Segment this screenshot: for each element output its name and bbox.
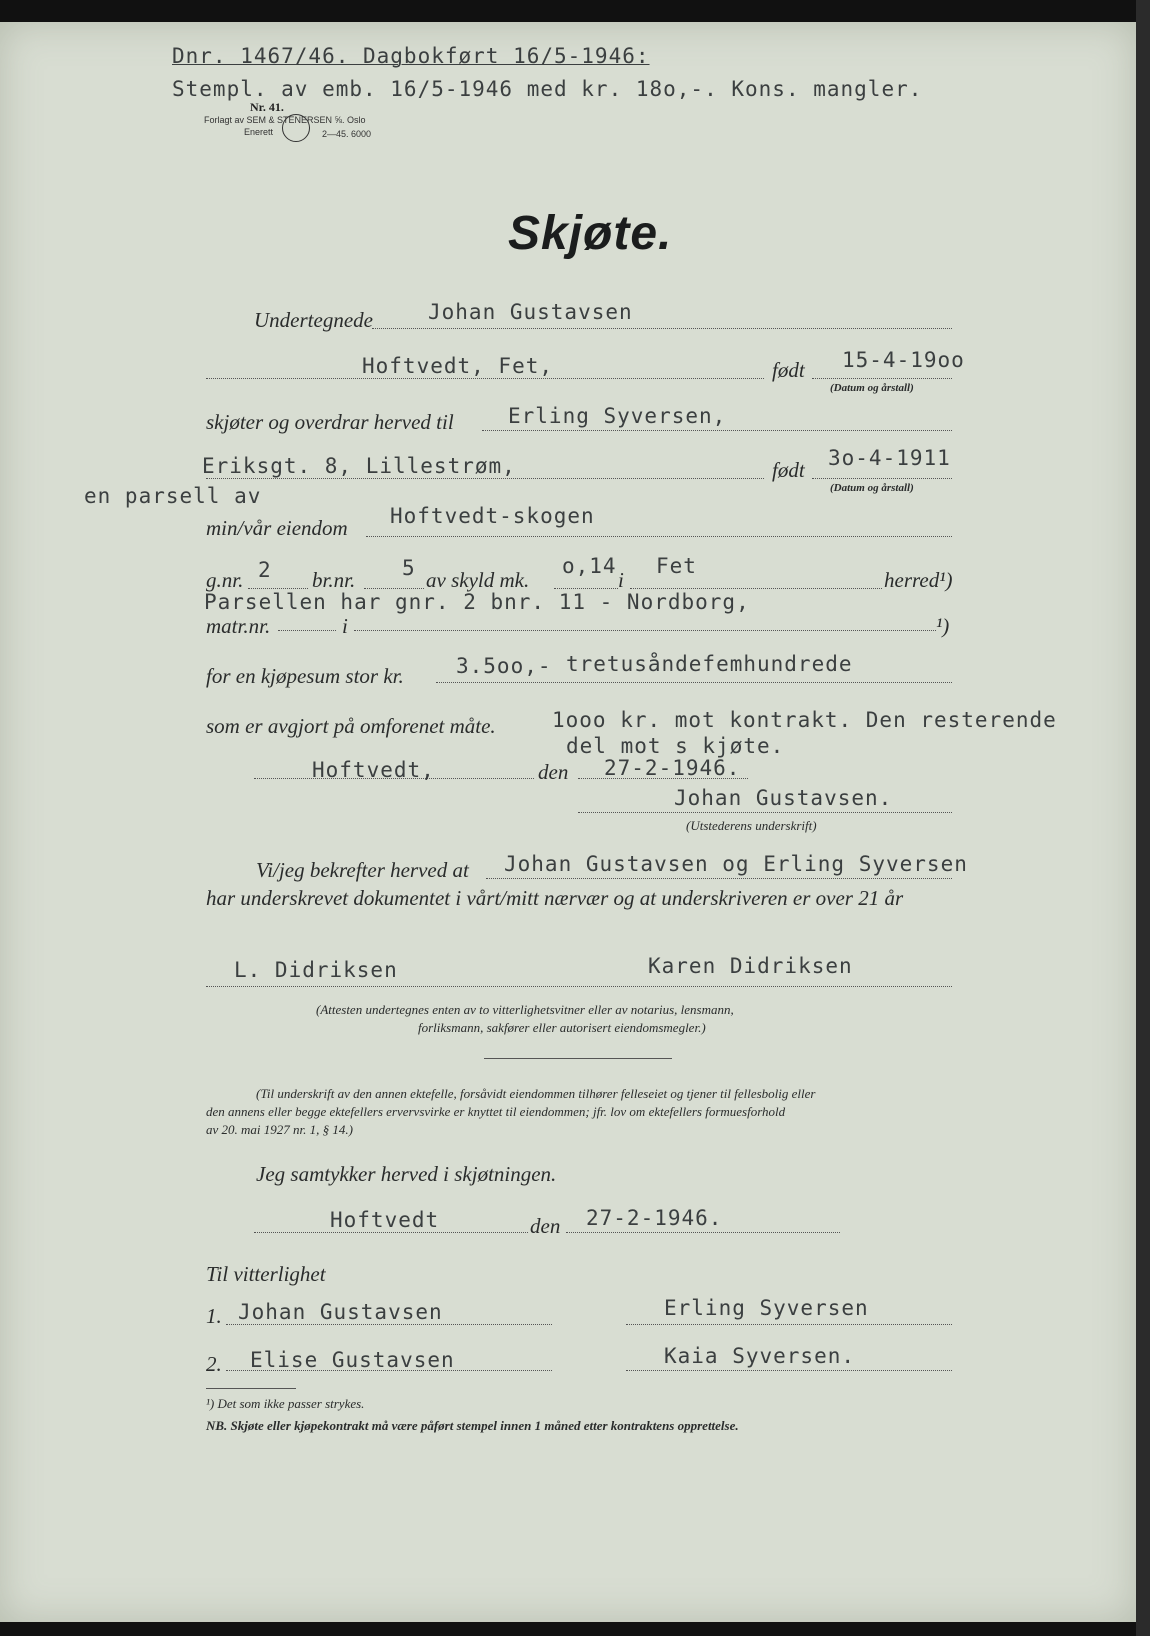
matr-label: matr.nr. [206, 614, 271, 638]
matr-i-line [354, 630, 936, 631]
witness-sig-1: Erling Syversen [664, 1296, 869, 1320]
brnr-label: br.nr. [312, 568, 356, 592]
terms-line1: 1ooo kr. mot kontrakt. Den resterende [552, 708, 1057, 732]
matr-line [278, 630, 336, 631]
registry-line: Dnr. 1467/46. Dagbokført 16/5-1946: [172, 44, 650, 68]
seller-signature: Johan Gustavsen. [674, 786, 893, 810]
seller-name: Johan Gustavsen [428, 300, 633, 324]
price-label: for en kjøpesum stor kr. [206, 664, 404, 688]
parcel-note: Parsellen har gnr. 2 bnr. 11 - Nordborg, [204, 590, 750, 614]
witness-name-2: Elise Gustavsen [250, 1348, 455, 1372]
buyer-born-date: 3o-4-1911 [828, 446, 951, 470]
witness-name-1: Johan Gustavsen [238, 1300, 443, 1324]
buyer-label: skjøter og overdrar herved til [206, 410, 454, 434]
spouse-den-label: den [530, 1214, 561, 1238]
price-amount: 3.5oo,- [456, 654, 552, 678]
skyld-label: av skyld mk. [426, 568, 530, 592]
witness-number-2: 2. [206, 1352, 222, 1376]
publisher-code: 2—45. 6000 [322, 129, 372, 139]
property-prefix: en parsell av [84, 484, 262, 508]
property-name: Hoftvedt-skogen [390, 504, 595, 528]
spouse-note-1: (Til underskrift av den annen ektefelle, forsåvidt eiendommen tilhører felleseiet og tjener til fellesbolig eller [256, 1086, 816, 1101]
herred-line [630, 588, 882, 589]
witness-name-1-line [226, 1324, 552, 1325]
publisher-enerett: Enerett [244, 127, 274, 137]
herred-label: herred¹) [884, 568, 953, 592]
seller-address-line [206, 378, 764, 379]
spouse-place: Hoftvedt [330, 1208, 440, 1232]
witness-2-signature: Karen Didriksen [648, 954, 853, 978]
form-number: Nr. 41. [250, 100, 284, 114]
attestation-note-1: (Attesten undertegnes enten av to vitterlighetsvitner eller av notarius, lensmann, [316, 1002, 734, 1017]
attestation-names-line [486, 878, 952, 879]
buyer-address-line [206, 478, 764, 479]
skyld-line [554, 588, 618, 589]
buyer-address: Eriksgt. 8, Lillestrøm, [202, 454, 516, 478]
seller-born-date: 15-4-19oo [842, 348, 965, 372]
buyer-born-line [812, 478, 952, 479]
buyer-date-note: (Datum og årstall) [830, 482, 914, 494]
brnr-value: 5 [402, 556, 416, 580]
spouse-consent: Jeg samtykker herved i skjøtningen. [256, 1162, 557, 1186]
property-name-line [366, 536, 952, 537]
witness-number-1: 1. [206, 1304, 222, 1328]
seller-born-line [812, 378, 952, 379]
document-title: Skjøte. [508, 207, 673, 260]
terms-label: som er avgjort på omforenet måte. [206, 714, 496, 738]
brnr-line [364, 588, 424, 589]
witness-signature-line [206, 986, 952, 987]
attestation-names: Johan Gustavsen og Erling Syversen [504, 852, 968, 876]
seller-name-line [372, 328, 952, 329]
spouse-note-2: den annens eller begge ektefellers ervervsvirke er knyttet til eiendommen; jfr. lov om ektefellers formuesforhold [206, 1104, 786, 1119]
publisher-line: Forlagt av SEM & STENERSEN ⅝. Oslo [204, 115, 366, 125]
attestation-statement: har underskrevet dokumentet i vårt/mitt nærvær og at underskriveren er over 21 år [206, 886, 904, 910]
witnesses-label: Til vitterlighet [206, 1262, 326, 1286]
herred-value: Fet [656, 554, 697, 578]
buyer-born-label: født [772, 458, 805, 482]
attestation-note-2: forliksmann, sakfører eller autorisert eiendomsmegler.) [418, 1020, 706, 1035]
witness-sig-1-line [626, 1324, 952, 1325]
herred-i-label: i [618, 568, 624, 592]
section-divider [484, 1058, 672, 1059]
terms-line2: del mot s kjøte. [566, 734, 785, 758]
buyer-name-line [482, 430, 952, 431]
seller-label: Undertegnede [254, 308, 373, 332]
signing-date: 27-2-1946. [604, 756, 741, 780]
footnote-1: ¹) Det som ikke passer strykes. [206, 1396, 365, 1411]
price-words: tretusåndefemhundrede [566, 652, 853, 676]
signature-line [578, 812, 952, 813]
gnr-value: 2 [258, 558, 272, 582]
price-line [436, 682, 952, 683]
seller-address: Hoftvedt, Fet, [362, 354, 554, 378]
signing-den-label: den [538, 760, 569, 784]
spouse-place-line [254, 1232, 528, 1233]
footnote-nb: NB. Skjøte eller kjøpekontrakt må være påført stempel innen 1 måned etter kontraktens opprettelse. [206, 1418, 739, 1433]
gnr-line [248, 588, 308, 589]
skyld-value: o,14 [562, 554, 617, 578]
document-page [0, 22, 1136, 1622]
spouse-note-3: av 20. mai 1927 nr. 1, § 14.) [206, 1122, 353, 1137]
scan-edge [1136, 0, 1150, 1636]
matr-footnote: ¹) [936, 614, 950, 638]
seller-born-label: født [772, 358, 805, 382]
buyer-name: Erling Syversen, [508, 404, 727, 428]
witness-sig-2-line [626, 1370, 952, 1371]
witness-1-signature: L. Didriksen [234, 958, 398, 982]
attestation-label: Vi/jeg bekrefter herved at [256, 858, 469, 882]
matr-i-label: i [342, 614, 348, 638]
seller-date-note: (Datum og årstall) [830, 382, 914, 394]
publisher-seal-icon [282, 114, 310, 142]
spouse-date: 27-2-1946. [586, 1206, 723, 1230]
spouse-date-line [566, 1232, 840, 1233]
footnote-divider [206, 1388, 296, 1389]
signing-place: Hoftvedt, [312, 758, 435, 782]
property-label: min/vår eiendom [206, 516, 348, 540]
witness-sig-2: Kaia Syversen. [664, 1344, 856, 1368]
gnr-label: g.nr. [206, 568, 244, 592]
signature-note: (Utstederens underskrift) [686, 818, 817, 833]
stamp-line: Stempl. av emb. 16/5-1946 med kr. 18o,-. Kons. mangler. [172, 77, 923, 101]
